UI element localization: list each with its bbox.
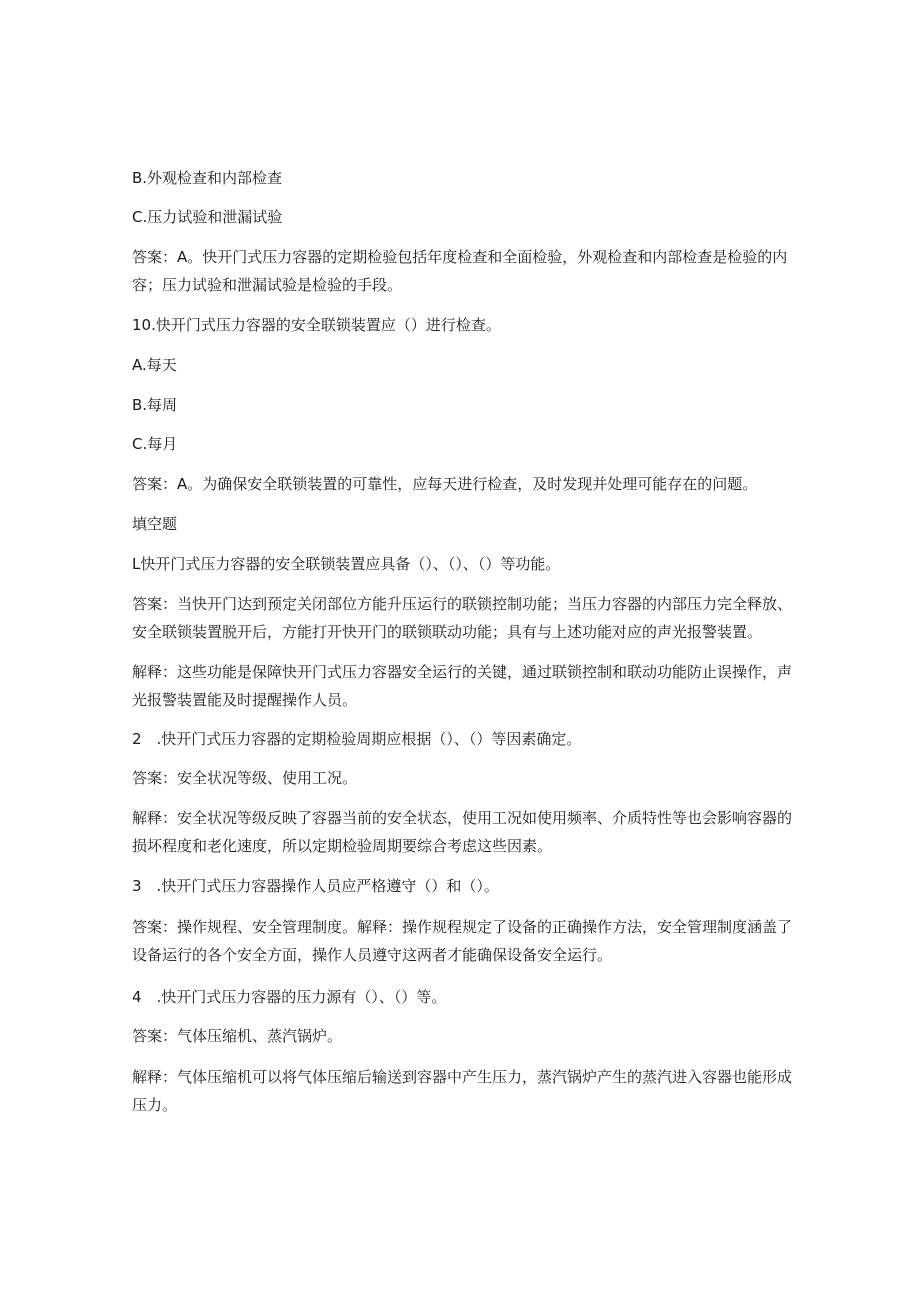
- option-c-line: C.压力试验和泄漏试验: [132, 208, 283, 226]
- option-c-line: C.每月: [132, 435, 178, 453]
- fill-question-1: L快开门式压力容器的安全联锁装置应具备（）、（）、（）等功能。: [132, 555, 561, 573]
- answer-paragraph: 答案：A。快开门式压力容器的定期检验包括年度检查和全面检验，外观检查和内部检查是检验的内容；压力试验和泄漏试验是检验的手段。: [132, 248, 788, 294]
- fill-question-3: 3 .快开门式压力容器操作人员应严格遵守（）和（）。: [132, 877, 499, 895]
- option-a-line: A.每天: [132, 356, 177, 374]
- fill-question-2: 2 .快开门式压力容器的定期检验周期应根据（）、（）等因素确定。: [132, 730, 582, 748]
- option-b-line: B.外观检查和内部检查: [132, 169, 283, 187]
- answer-paragraph: 答案：安全状况等级、使用工况。: [132, 769, 358, 787]
- answer-paragraph: 答案：A。为确保安全联锁装置的可靠性，应每天进行检查，及时发现并处理可能存在的问题。: [132, 475, 758, 493]
- section-heading: 填空题: [132, 515, 178, 533]
- question-10: 10.快开门式压力容器的安全联锁装置应（）进行检查。: [132, 316, 501, 334]
- option-b-line: B.每周: [132, 396, 178, 414]
- explanation-paragraph: 解释：这些功能是保障快开门式压力容器安全运行的关键，通过联锁控制和联动功能防止误操作，声光报警装置能及时提醒操作人员。: [132, 663, 793, 709]
- fill-question-4: 4 .快开门式压力容器的压力源有（）、（）等。: [132, 988, 447, 1006]
- answer-paragraph: 答案：当快开门达到预定关闭部位方能升压运行的联锁控制功能；当压力容器的内部压力完全释放、安全联锁装置脱开后，方能打开快开门的联锁联动功能；具有与上述功能对应的声光报警装置。: [132, 595, 793, 641]
- answer-paragraph: 答案：气体压缩机、蒸汽锅炉。: [132, 1027, 343, 1045]
- explanation-paragraph: 解释：气体压缩机可以将气体压缩后输送到容器中产生压力，蒸汽锅炉产生的蒸汽进入容器也能形成压力。: [132, 1068, 793, 1114]
- explanation-paragraph: 解释：安全状况等级反映了容器当前的安全状态，使用工况如使用频率、介质特性等也会影响容器的损坏程度和老化速度，所以定期检验周期要综合考虑这些因素。: [132, 809, 793, 855]
- answer-paragraph: 答案：操作规程、安全管理制度。解释：操作规程规定了设备的正确操作方法，安全管理制度涵盖了设备运行的各个安全方面，操作人员遵守这两者才能确保设备安全运行。: [132, 918, 793, 964]
